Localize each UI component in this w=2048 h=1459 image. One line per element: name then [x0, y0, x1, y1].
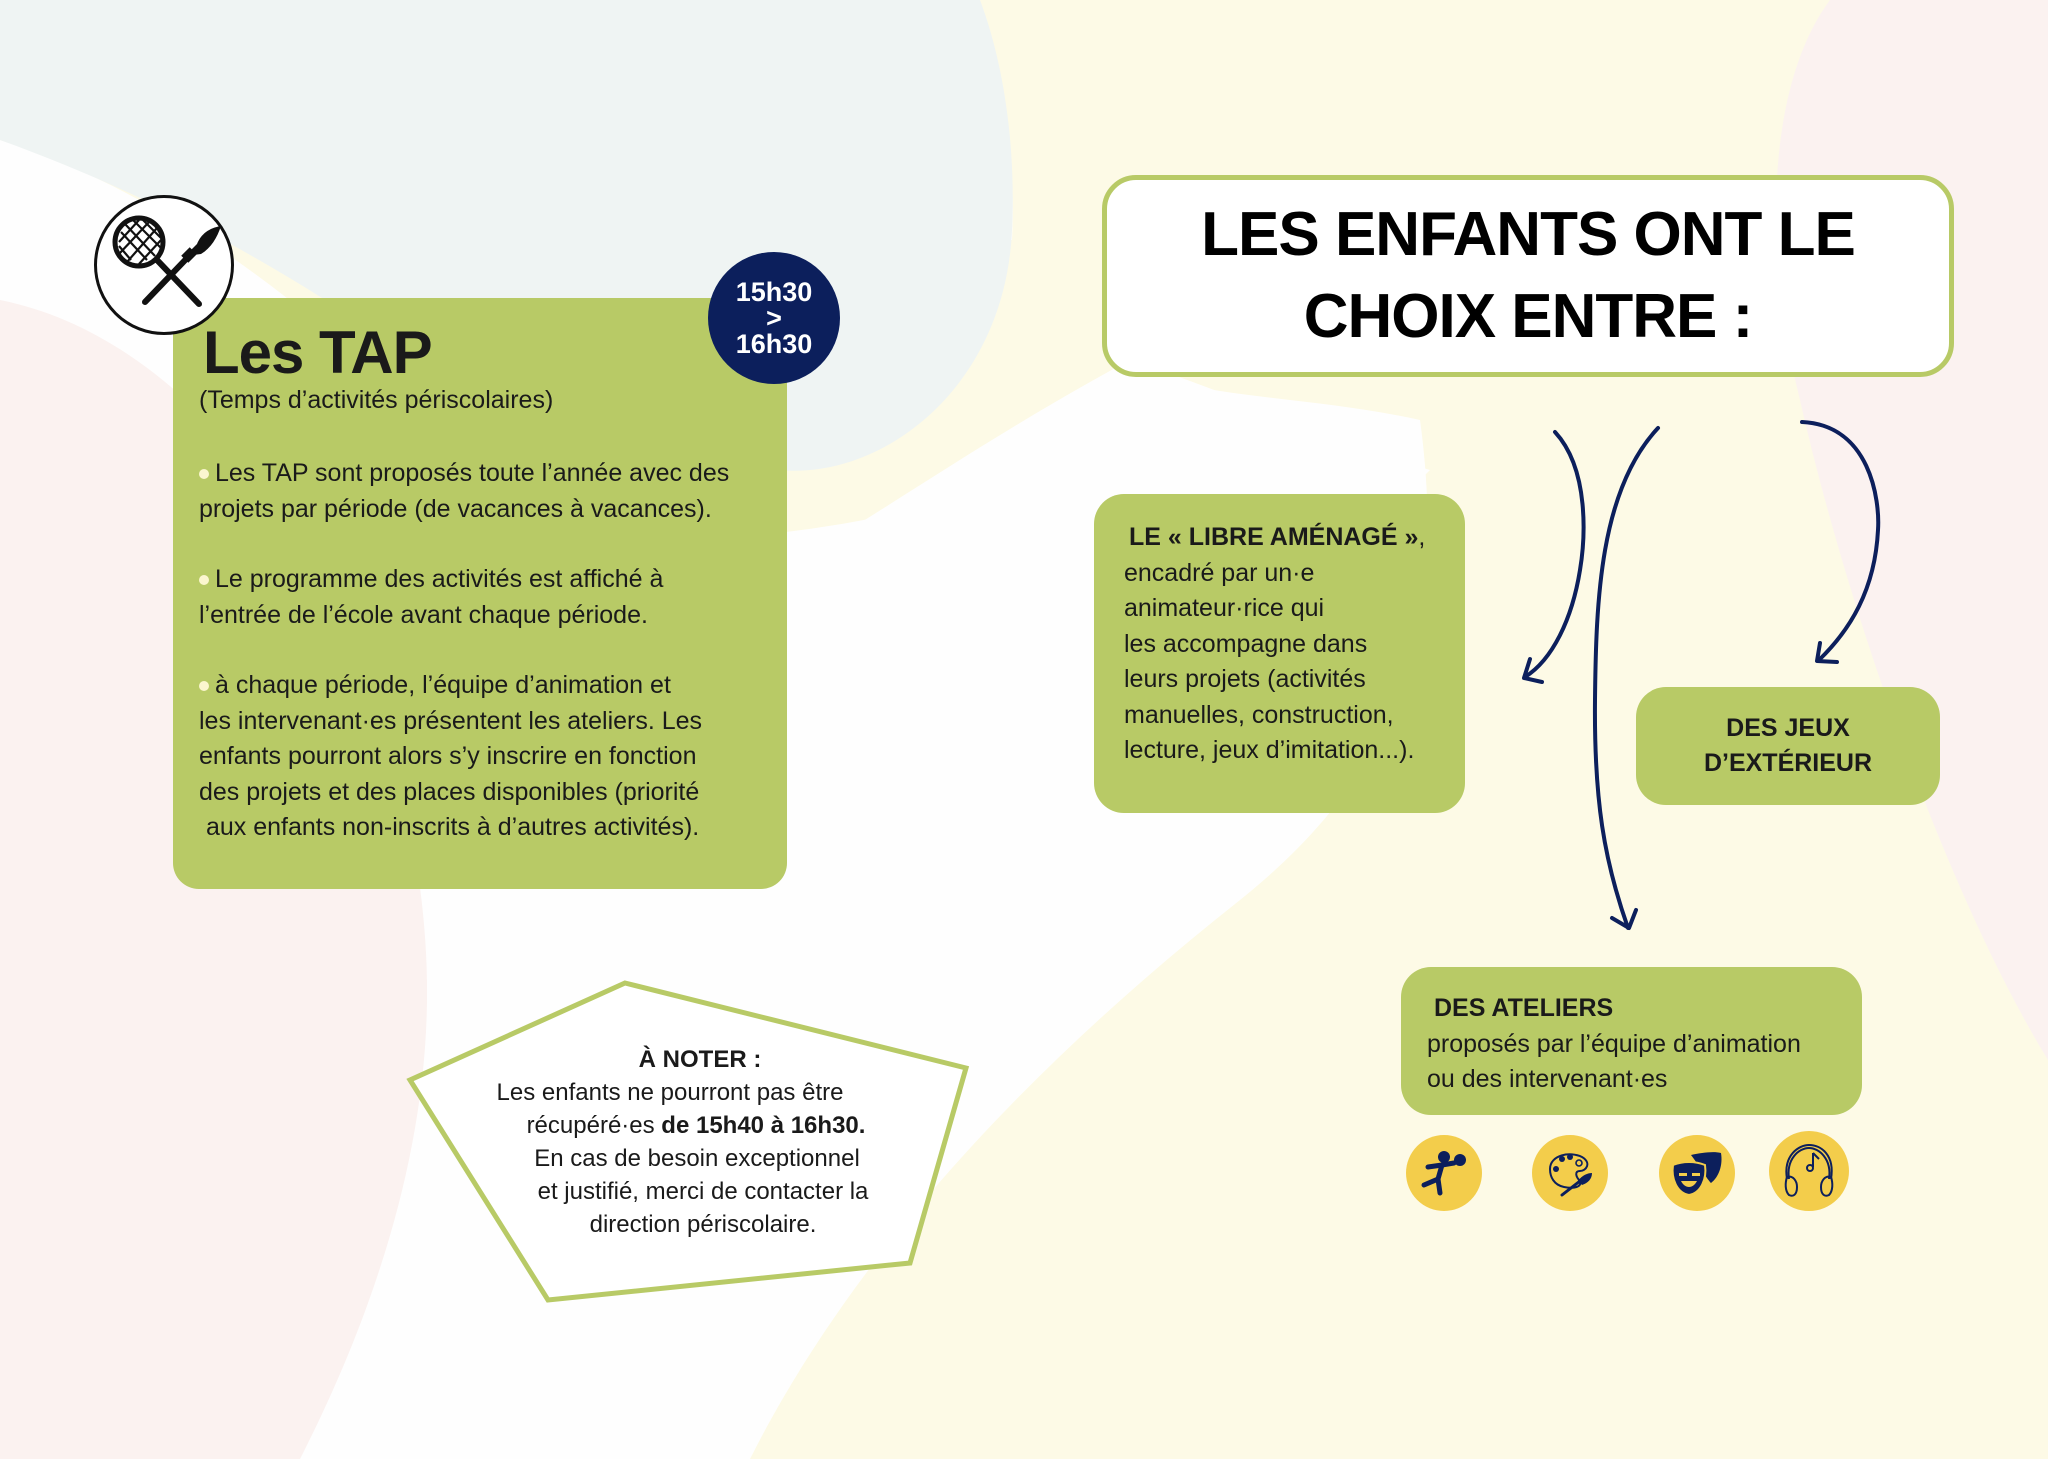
libre-line: manuelles, construction, — [1124, 700, 1394, 729]
bullet-text: des projets et des places disponibles (priorité — [199, 777, 700, 806]
libre-line: encadré par un·e — [1124, 558, 1315, 587]
note-line: direction périscolaire. — [589, 1211, 817, 1238]
bullet-text: aux enfants non-inscrits à d’autres activités). — [199, 813, 700, 841]
time-end: 16h30 — [735, 329, 813, 359]
note-time-range: de 15h40 à 16h30. — [661, 1112, 866, 1139]
arrow-to-libre-icon — [1524, 432, 1584, 682]
choice-ateliers — [1401, 967, 1862, 1115]
time-start: 15h30 — [735, 277, 813, 307]
bullet-text: les intervenant·es présentent les ateliers. Les — [199, 706, 703, 735]
bullet-text: enfants pourront alors s’y inscrire en fonction — [199, 742, 697, 770]
note-line: Les enfants ne pourront pas être — [496, 1079, 844, 1106]
libre-line: leurs projets (activités — [1124, 665, 1366, 693]
palette-brush-icon — [1532, 1135, 1608, 1211]
punctuation: , — [1418, 523, 1426, 551]
arrow-to-ateliers-icon — [1595, 428, 1658, 928]
bullet-text: projets par période (de vacances à vacances). — [199, 494, 712, 523]
jeux-line-2: D’EXTÉRIEUR — [1703, 749, 1873, 777]
libre-line: lecture, jeux d’imitation...). — [1124, 736, 1415, 764]
note-text: récupéré·es — [526, 1112, 662, 1139]
note-heading: À NOTER : — [638, 1046, 762, 1073]
arrow-to-jeux-icon — [1802, 422, 1878, 662]
ateliers-line: ou des intervenant·es — [1427, 1065, 1668, 1093]
choice-jeux-exterieur — [1636, 687, 1940, 805]
bullet-text: à chaque période, l’équipe d’animation et — [215, 671, 671, 699]
libre-line: les accompagne dans — [1124, 629, 1368, 658]
jeux-line-1: DES JEUX — [1726, 714, 1850, 742]
headline-line-1: LES ENFANTS ONT LE — [1201, 200, 1855, 269]
ateliers-line: proposés par l’équipe d’animation — [1427, 1029, 1801, 1058]
libre-title: LE « LIBRE AMÉNAGÉ » — [1129, 523, 1419, 551]
bullet-text: Les TAP sont proposés toute l’année avec des — [215, 459, 730, 487]
theater-masks-icon — [1659, 1135, 1735, 1211]
headphones-music-icon — [1769, 1131, 1849, 1211]
choice-libre-amenage — [1094, 494, 1465, 813]
sports-ball-icon — [1406, 1135, 1482, 1211]
note-line: et justifié, merci de contacter la — [537, 1178, 869, 1205]
ateliers-title: DES ATELIERS — [1434, 994, 1614, 1022]
bullet-text: Le programme des activités est affiché à — [215, 565, 664, 593]
tap-title: Les TAP — [203, 319, 432, 386]
note-line: En cas de besoin exceptionnel — [534, 1145, 860, 1172]
tap-subtitle: (Temps d’activités périscolaires) — [199, 386, 554, 414]
time-separator: > — [766, 303, 782, 333]
libre-line: animateur·rice qui — [1124, 594, 1325, 622]
headline-line-2: CHOIX ENTRE : — [1303, 282, 1753, 351]
bullet-text: l’entrée de l’école avant chaque période. — [199, 600, 648, 629]
